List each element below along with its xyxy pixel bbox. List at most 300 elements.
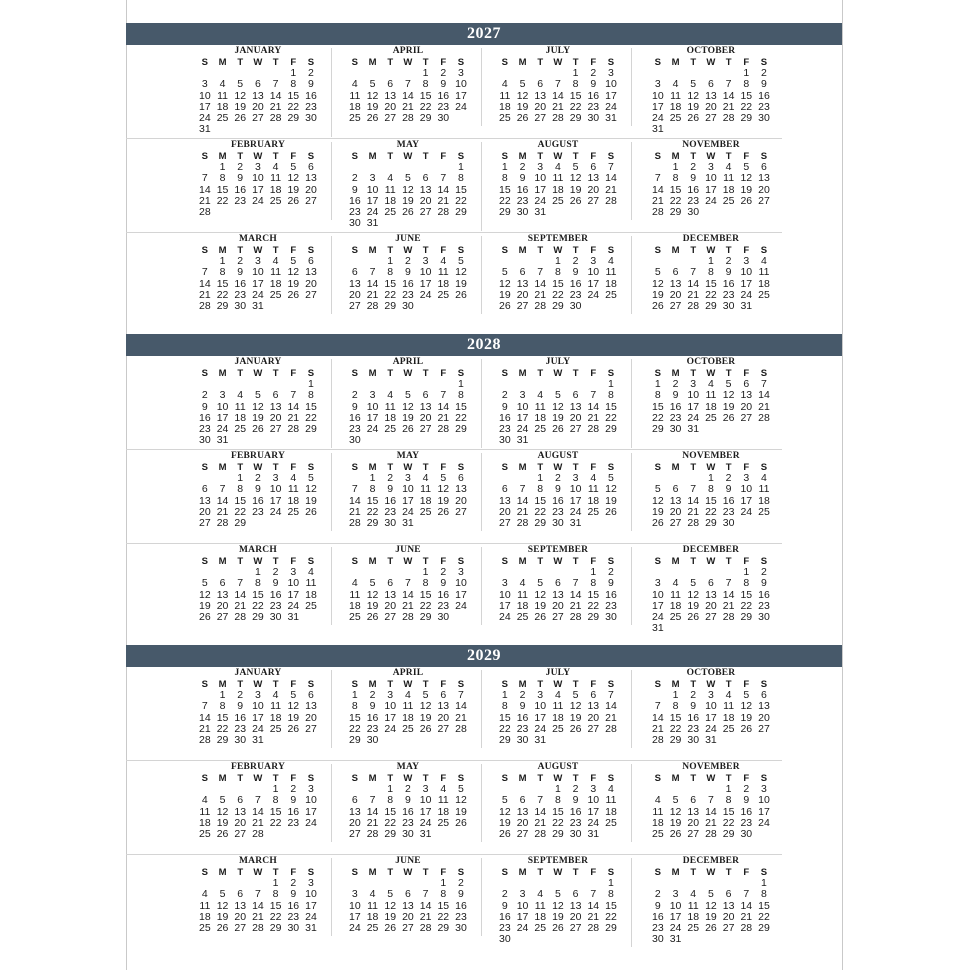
day-number: 29 xyxy=(534,516,547,529)
day-number: 7 xyxy=(707,794,714,807)
day-number: 9 xyxy=(290,794,297,807)
day-number: 21 xyxy=(652,194,664,207)
day-number: 5 xyxy=(554,389,561,402)
month-name: MAY xyxy=(396,451,420,461)
weekday-label: T xyxy=(387,867,394,878)
month-body xyxy=(196,46,320,135)
day-number: 9 xyxy=(458,888,464,901)
day-number: 26 xyxy=(402,422,414,435)
day-number: 23 xyxy=(552,505,564,518)
month-calendar xyxy=(635,855,782,949)
year-header: 2029 xyxy=(126,645,842,667)
weekday-label: W xyxy=(553,245,563,256)
weekday-label: T xyxy=(537,245,544,256)
day-number: 17 xyxy=(419,805,432,818)
month-calendar xyxy=(484,45,635,139)
week-row xyxy=(346,923,470,934)
weekday-label: W xyxy=(253,773,263,784)
day-number: 6 xyxy=(387,577,394,590)
day-number: 27 xyxy=(402,921,414,934)
day-number: 1 xyxy=(608,877,614,890)
day-number: 25 xyxy=(605,288,617,301)
weekday-label: W xyxy=(706,462,716,473)
day-number: 11 xyxy=(270,700,282,713)
day-number: 11 xyxy=(587,483,599,496)
weekday-label: T xyxy=(272,57,279,68)
month-name: JUNE xyxy=(395,545,421,555)
day-number: 7 xyxy=(554,78,561,91)
month-name: AUGUST xyxy=(537,140,579,150)
day-number: 27 xyxy=(305,288,317,301)
day-number: 22 xyxy=(758,910,770,923)
day-number: 5 xyxy=(672,794,679,807)
day-number: 31 xyxy=(569,516,582,529)
week-row xyxy=(649,413,773,424)
day-number: 16 xyxy=(499,411,511,424)
day-number: 21 xyxy=(722,100,735,113)
day-number: 10 xyxy=(652,89,664,102)
day-number: 9 xyxy=(387,483,394,496)
month-body xyxy=(346,762,470,840)
week-row xyxy=(196,267,320,278)
weekday-label: T xyxy=(572,57,579,68)
week-row xyxy=(196,424,320,435)
day-number: 23 xyxy=(687,722,700,735)
day-number: 18 xyxy=(552,183,564,196)
day-number: 29 xyxy=(455,422,467,435)
day-number: 6 xyxy=(725,888,732,901)
month-name: JULY xyxy=(545,668,571,678)
day-number: 16 xyxy=(402,805,414,818)
day-number: 5 xyxy=(369,577,376,590)
day-number: 5 xyxy=(254,389,261,402)
day-number: 12 xyxy=(305,483,317,496)
month-body xyxy=(649,762,773,840)
week-row xyxy=(196,124,320,135)
day-number: 6 xyxy=(422,172,429,185)
month-body xyxy=(649,545,773,634)
day-number: 10 xyxy=(349,899,361,912)
day-number: 22 xyxy=(384,288,397,301)
day-number: 3 xyxy=(219,389,226,402)
day-number: 21 xyxy=(534,288,547,301)
month-body xyxy=(346,46,470,124)
day-number: 1 xyxy=(219,689,226,702)
day-number: 7 xyxy=(537,266,544,279)
weekday-label: T xyxy=(725,679,732,690)
day-number: 25 xyxy=(199,827,211,840)
day-number: 14 xyxy=(652,183,664,196)
day-number: 21 xyxy=(437,411,450,424)
day-number: 5 xyxy=(501,794,508,807)
day-number: 17 xyxy=(587,277,600,290)
day-number: 23 xyxy=(366,722,379,735)
day-number: 8 xyxy=(219,700,226,713)
day-number: 18 xyxy=(669,599,682,612)
day-number: 8 xyxy=(672,700,679,713)
day-number: 26 xyxy=(366,111,379,124)
day-number: 15 xyxy=(534,494,547,507)
day-number: 29 xyxy=(740,111,753,124)
week-row xyxy=(196,435,320,446)
day-number: 8 xyxy=(387,794,394,807)
day-number: 19 xyxy=(366,100,379,113)
weekday-label: S xyxy=(501,462,509,473)
day-number: 10 xyxy=(705,172,717,185)
day-number: 2 xyxy=(458,877,464,890)
weekday-label: T xyxy=(572,462,579,473)
day-number: 3 xyxy=(254,255,261,268)
day-number: 22 xyxy=(669,722,682,735)
day-number: 2 xyxy=(572,783,579,796)
day-number: 28 xyxy=(402,111,414,124)
day-number: 2 xyxy=(369,689,376,702)
day-number: 30 xyxy=(687,733,700,746)
day-number: 20 xyxy=(305,711,317,724)
day-number: 20 xyxy=(722,910,735,923)
day-number: 15 xyxy=(605,400,617,413)
day-number: 30 xyxy=(349,217,361,230)
week-row xyxy=(496,724,620,735)
month-body xyxy=(649,856,773,945)
day-number: 23 xyxy=(758,599,770,612)
day-number: 6 xyxy=(672,266,679,279)
weekday-label: W xyxy=(253,462,263,473)
day-number: 3 xyxy=(308,877,314,890)
day-number: 29 xyxy=(287,111,300,124)
day-number: 3 xyxy=(590,783,597,796)
day-number: 4 xyxy=(387,389,394,402)
day-number: 18 xyxy=(384,411,397,424)
day-number: 27 xyxy=(587,194,600,207)
day-number: 14 xyxy=(366,277,379,290)
day-number: 15 xyxy=(384,805,397,818)
day-number: 4 xyxy=(654,794,661,807)
day-number: 11 xyxy=(420,483,432,496)
day-number: 31 xyxy=(287,610,300,623)
weekday-label: S xyxy=(457,867,465,878)
day-number: 18 xyxy=(437,805,450,818)
day-number: 20 xyxy=(234,816,247,829)
day-number: 18 xyxy=(234,411,247,424)
day-number: 2 xyxy=(554,472,561,485)
day-number: 6 xyxy=(387,78,394,91)
weekday-label: T xyxy=(690,773,697,784)
day-number: 25 xyxy=(287,505,300,518)
day-number: 14 xyxy=(534,805,547,818)
day-number: 15 xyxy=(216,183,229,196)
day-number: 14 xyxy=(402,588,414,601)
day-number: 11 xyxy=(670,89,681,102)
day-number: 18 xyxy=(605,805,617,818)
weekday-label: S xyxy=(607,151,615,162)
day-number: 9 xyxy=(351,183,358,196)
weekday-label: S xyxy=(351,245,359,256)
day-number: 30 xyxy=(199,434,211,447)
day-number: 11 xyxy=(517,588,528,601)
day-number: 23 xyxy=(402,816,414,829)
weekday-header-row xyxy=(496,867,620,878)
weekday-label: T xyxy=(422,773,429,784)
day-number: 23 xyxy=(269,599,282,612)
weekday-label: S xyxy=(607,368,615,379)
day-number: 25 xyxy=(216,111,229,124)
weekday-label: M xyxy=(671,867,680,878)
day-number: 28 xyxy=(199,205,211,218)
day-number: 15 xyxy=(437,899,450,912)
day-number: 22 xyxy=(349,722,361,735)
weekday-label: W xyxy=(253,679,263,690)
day-number: 8 xyxy=(501,172,508,185)
day-number: 12 xyxy=(669,805,682,818)
day-number: 1 xyxy=(572,67,579,80)
day-number: 22 xyxy=(287,100,300,113)
day-number: 26 xyxy=(569,194,582,207)
day-number: 21 xyxy=(402,599,414,612)
day-number: 17 xyxy=(366,194,379,207)
day-number: 7 xyxy=(654,172,661,185)
day-number: 22 xyxy=(384,816,397,829)
day-number: 8 xyxy=(351,700,358,713)
weekday-label: F xyxy=(290,245,297,256)
day-number: 1 xyxy=(219,255,226,268)
day-number: 5 xyxy=(743,161,750,174)
weekday-label: W xyxy=(253,151,263,162)
day-number: 10 xyxy=(705,700,717,713)
day-number: 14 xyxy=(687,494,700,507)
day-number: 22 xyxy=(234,505,247,518)
day-number: 8 xyxy=(572,78,579,91)
weekday-label: W xyxy=(253,867,263,878)
day-number: 21 xyxy=(199,722,211,735)
day-number: 4 xyxy=(351,577,358,590)
day-number: 26 xyxy=(216,921,229,934)
day-number: 7 xyxy=(254,794,261,807)
day-number: 3 xyxy=(572,472,579,485)
day-number: 11 xyxy=(605,266,617,279)
day-number: 18 xyxy=(199,910,211,923)
week-row xyxy=(196,196,320,207)
day-number: 20 xyxy=(705,100,717,113)
day-number: 3 xyxy=(537,689,544,702)
day-number: 14 xyxy=(455,700,467,713)
day-number: 1 xyxy=(654,378,661,391)
day-number: 2 xyxy=(201,389,208,402)
day-number: 21 xyxy=(705,816,717,829)
day-number: 14 xyxy=(516,494,529,507)
day-number: 5 xyxy=(654,266,661,279)
day-number: 3 xyxy=(519,389,526,402)
day-number: 7 xyxy=(440,389,447,402)
day-number: 10 xyxy=(199,89,211,102)
day-number: 22 xyxy=(740,100,753,113)
day-number: 1 xyxy=(237,472,244,485)
weekday-label: S xyxy=(351,368,359,379)
month-body xyxy=(649,46,773,135)
week-row xyxy=(649,484,773,495)
day-number: 30 xyxy=(516,205,529,218)
day-number: 9 xyxy=(761,577,767,590)
day-number: 29 xyxy=(419,610,432,623)
day-number: 16 xyxy=(552,494,564,507)
day-number: 29 xyxy=(499,205,511,218)
day-number: 7 xyxy=(743,888,750,901)
weekday-label: S xyxy=(654,867,662,878)
day-number: 19 xyxy=(722,400,735,413)
day-number: 28 xyxy=(587,921,600,934)
weekday-label: S xyxy=(760,556,768,567)
day-number: 11 xyxy=(652,805,664,818)
day-number: 8 xyxy=(672,172,679,185)
day-number: 15 xyxy=(305,400,317,413)
weekday-header-row xyxy=(196,773,320,784)
day-number: 1 xyxy=(672,161,679,174)
day-number: 8 xyxy=(501,700,508,713)
day-number: 26 xyxy=(366,610,379,623)
weekday-label: S xyxy=(201,245,209,256)
day-number: 30 xyxy=(305,111,317,124)
day-number: 12 xyxy=(287,172,300,185)
day-number: 16 xyxy=(722,277,735,290)
day-number: 16 xyxy=(758,588,770,601)
day-number: 26 xyxy=(455,816,467,829)
month-name: MARCH xyxy=(239,856,277,866)
weekday-label: W xyxy=(706,245,716,256)
day-number: 4 xyxy=(537,888,544,901)
weekday-header-row xyxy=(649,773,773,784)
day-number: 14 xyxy=(366,805,379,818)
week-row xyxy=(496,578,620,589)
day-number: 9 xyxy=(608,577,614,590)
day-number: 24 xyxy=(534,194,547,207)
weekday-label: T xyxy=(725,151,732,162)
day-number: 16 xyxy=(384,494,397,507)
day-number: 21 xyxy=(269,100,282,113)
day-number: 1 xyxy=(743,566,750,579)
day-number: 26 xyxy=(687,610,700,623)
day-number: 30 xyxy=(740,827,753,840)
weekday-label: S xyxy=(457,245,465,256)
day-number: 27 xyxy=(305,722,317,735)
month-body xyxy=(496,46,620,124)
day-number: 20 xyxy=(534,100,547,113)
week-row xyxy=(346,518,470,529)
weekday-label: F xyxy=(290,679,297,690)
month-name: APRIL xyxy=(392,46,424,56)
day-number: 5 xyxy=(725,378,732,391)
weekday-label: S xyxy=(654,245,662,256)
day-number: 2 xyxy=(519,689,526,702)
day-number: 23 xyxy=(516,194,529,207)
day-number: 28 xyxy=(705,827,717,840)
weekday-label: S xyxy=(501,57,509,68)
week-row xyxy=(496,267,620,278)
week-row xyxy=(196,113,320,124)
day-number: 27 xyxy=(587,722,600,735)
weekday-label: S xyxy=(201,867,209,878)
day-number: 22 xyxy=(605,910,617,923)
week-row xyxy=(496,934,620,945)
day-number: 26 xyxy=(722,411,735,424)
day-number: 22 xyxy=(499,194,511,207)
day-number: 29 xyxy=(216,733,229,746)
weekday-label: T xyxy=(272,151,279,162)
day-number: 5 xyxy=(290,255,297,268)
day-number: 20 xyxy=(419,411,432,424)
day-number: 22 xyxy=(216,288,229,301)
day-number: 7 xyxy=(272,78,279,91)
day-number: 14 xyxy=(402,89,414,102)
day-number: 30 xyxy=(366,733,379,746)
weekday-label: S xyxy=(457,57,465,68)
weekday-label: S xyxy=(760,151,768,162)
day-number: 21 xyxy=(516,505,529,518)
day-number: 29 xyxy=(216,299,229,312)
day-number: 30 xyxy=(722,516,735,529)
year-header: 2028 xyxy=(126,334,842,356)
day-number: 3 xyxy=(608,67,614,80)
week-row xyxy=(649,124,773,135)
day-number: 21 xyxy=(234,599,247,612)
weekday-label: W xyxy=(706,679,716,690)
day-number: 15 xyxy=(705,277,717,290)
day-number: 24 xyxy=(516,422,529,435)
day-number: 10 xyxy=(669,899,682,912)
day-number: 16 xyxy=(455,899,467,912)
weekday-label: T xyxy=(690,245,697,256)
day-number: 18 xyxy=(269,711,282,724)
day-number: 7 xyxy=(761,378,767,391)
day-number: 6 xyxy=(707,577,714,590)
day-number: 5 xyxy=(519,78,526,91)
day-number: 27 xyxy=(758,194,770,207)
day-number: 17 xyxy=(455,89,467,102)
day-number: 4 xyxy=(404,689,411,702)
day-number: 3 xyxy=(422,783,429,796)
day-number: 24 xyxy=(652,111,664,124)
day-number: 22 xyxy=(587,599,600,612)
day-number: 26 xyxy=(569,722,582,735)
day-number: 20 xyxy=(349,288,361,301)
day-number: 14 xyxy=(605,700,617,713)
day-number: 22 xyxy=(552,288,564,301)
day-number: 24 xyxy=(269,505,282,518)
day-number: 14 xyxy=(252,899,264,912)
day-number: 22 xyxy=(216,194,229,207)
day-number: 6 xyxy=(201,483,208,496)
day-number: 26 xyxy=(305,505,317,518)
day-number: 20 xyxy=(687,816,700,829)
day-number: 15 xyxy=(552,805,564,818)
day-number: 27 xyxy=(349,827,361,840)
weekday-label: M xyxy=(671,679,680,690)
day-number: 8 xyxy=(707,266,714,279)
weekday-label: T xyxy=(572,368,579,379)
day-number: 25 xyxy=(687,921,700,934)
day-number: 29 xyxy=(722,827,735,840)
day-number: 17 xyxy=(419,277,432,290)
day-number: 30 xyxy=(758,610,770,623)
day-number: 9 xyxy=(290,888,297,901)
day-number: 13 xyxy=(587,700,600,713)
month-body xyxy=(496,856,620,945)
day-number: 5 xyxy=(422,689,429,702)
week-row xyxy=(196,735,320,746)
week-row xyxy=(196,701,320,712)
day-number: 23 xyxy=(455,910,467,923)
weekday-label: F xyxy=(440,867,447,878)
week-row xyxy=(649,795,773,806)
